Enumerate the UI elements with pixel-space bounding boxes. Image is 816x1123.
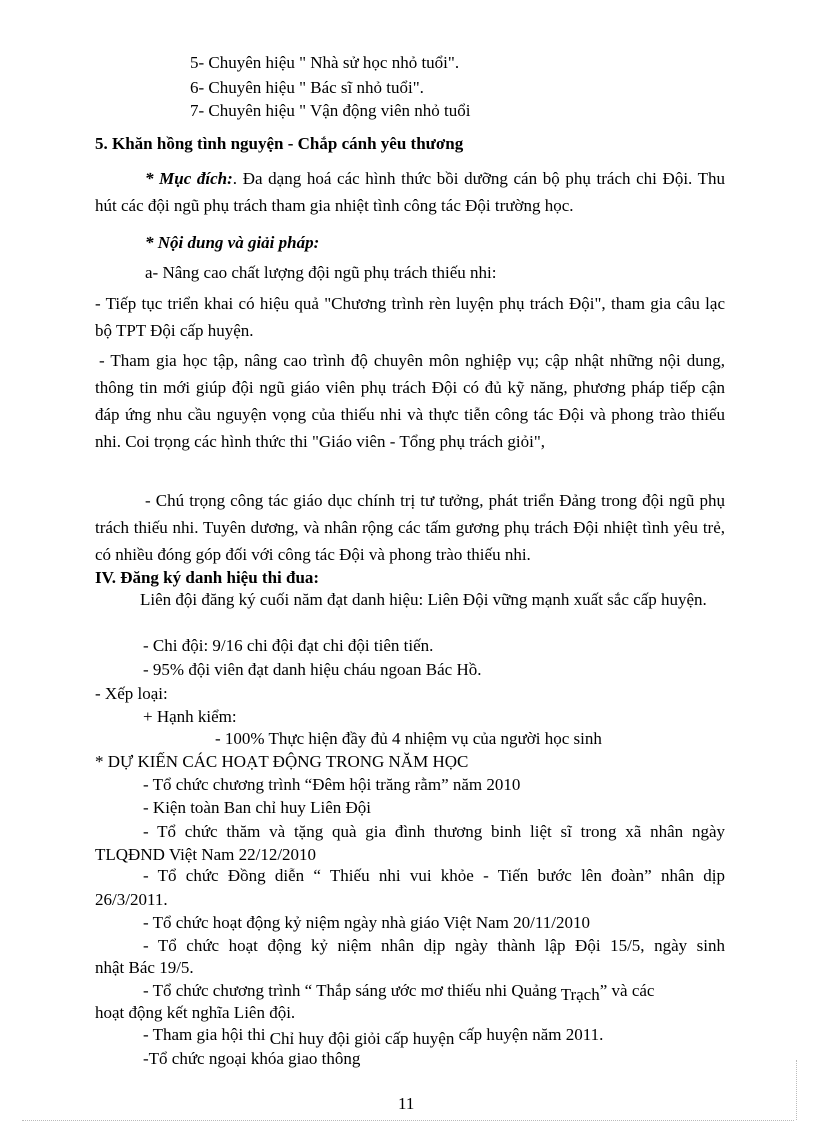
page-edge-rule <box>796 1060 798 1120</box>
activity-2: - Kiện toàn Ban chỉ huy Liên Đội <box>143 798 372 817</box>
xep-loai-line: - Xếp loại: <box>95 684 168 703</box>
list-item-6: 6- Chuyên hiệu " Bác sĩ nhỏ tuổi". <box>190 78 424 97</box>
activity-3-line-2: TLQĐND Việt Nam 22/12/2010 <box>95 845 317 864</box>
activities-heading: * DỰ KIẾN CÁC HOẠT ĐỘNG TRONG NĂM HỌC <box>95 752 469 771</box>
activity-6-line-2: nhật Bác 19/5. <box>95 958 194 977</box>
doi-vien-line: - 95% đội viên đạt danh hiệu cháu ngoan Bác Hồ. <box>143 660 482 679</box>
activity-8-part-c: cấp huyện năm 2011. <box>458 1025 604 1044</box>
paragraph-2: - Tham gia học tập, nâng cao trình độ chuyên môn nghiệp vụ; cập nhật những nội dung, thông tin mới giúp đội ngũ giáo viên phụ trách Đội có đủ kỹ năng, phương pháp tiếp cận đáp ứng nhu cầu nguyện vọng của thiếu nhi và thực tiễn công tác Đội và phong trào thiếu nhi. Coi trọng các hình thức thi "Giáo viên - Tổng phụ trách giỏi", <box>95 351 725 451</box>
activity-6-line-1: - Tổ chức hoạt động kỷ niệm nhân dịp ngày thành lập Đội 15/5, ngày sinh <box>143 936 725 955</box>
activity-7-line-1 <box>143 981 655 1004</box>
activity-7-part-c: ” và các <box>599 981 655 1000</box>
section-iv-intro: Liên đội đăng ký cuối năm đạt danh hiệu: Liên Đội vững mạnh xuất sắc cấp huyện. <box>140 590 707 609</box>
purpose-label: * Mục đích: <box>145 169 233 188</box>
activity-4-line-1: - Tổ chức Đồng diễn “ Thiếu nhi vui khỏe - Tiến bước lên đoàn” nhân dịp <box>143 866 725 885</box>
list-item-7: 7- Chuyên hiệu " Vận động viên nhỏ tuổi <box>190 101 471 120</box>
activity-8 <box>143 1025 604 1048</box>
paragraph-1: - Tiếp tục triển khai có hiệu quả "Chương trình rèn luyện phụ trách Đội", tham gia câu lạc bộ TPT Đội cấp huyện. <box>95 294 725 340</box>
activity-4-line-2: 26/3/2011. <box>95 890 168 909</box>
list-item-5: 5- Chuyên hiệu " Nhà sử học nhỏ tuổi". <box>190 53 460 72</box>
purpose-paragraph <box>95 165 725 219</box>
section-heading: 5. Khăn hồng tình nguyện - Chắp cánh yêu thương <box>95 134 464 153</box>
activity-7-line-2: hoạt động kết nghĩa Liên đội. <box>95 1003 296 1022</box>
page-number: 11 <box>398 1094 415 1113</box>
activity-9: -Tổ chức ngoại khóa giao thông <box>143 1049 361 1068</box>
activity-8-part-b: Chỉ huy đội giỏi cấp huyện <box>269 1029 455 1048</box>
activity-7-part-b: Trạch <box>560 985 600 1004</box>
chi-doi-line: - Chi đội: 9/16 chi đội đạt chi đội tiên tiến. <box>143 636 434 655</box>
purpose-text: . Đa dạng hoá các hình thức bồi dưỡng cán bộ phụ trách chi Đội. Thu hút các đội ngũ phụ trách tham gia nhiệt tình công tác Đội trường học. <box>95 169 726 215</box>
activity-3-line-1: - Tổ chức thăm và tặng quà gia đình thương binh liệt sĩ trong xã nhân ngày <box>143 822 725 841</box>
footer-rule <box>22 1120 794 1122</box>
activity-8-part-a: - Tham gia hội thi <box>143 1025 266 1044</box>
section-iv-heading: IV. Đăng ký danh hiệu thi đua: <box>95 568 320 587</box>
hanh-kiem-line: + Hạnh kiểm: <box>143 707 237 726</box>
paragraph-3: - Chú trọng công tác giáo dục chính trị tư tưởng, phát triển Đảng trong đội ngũ phụ trách thiếu nhi. Tuyên dương, và nhân rộng các tấm gương phụ trách Đội nhiệt tình yêu trẻ, có nhiều đóng góp đối với công tác Đội và phong trào thiếu nhi. <box>95 491 725 564</box>
activity-1: - Tổ chức chương trình “Đêm hội trăng rằm” năm 2010 <box>143 775 521 794</box>
activity-5: - Tổ chức hoạt động kỷ niệm ngày nhà giáo Việt Nam 20/11/2010 <box>143 913 590 932</box>
content-label: * Nội dung và giải pháp: <box>145 233 320 252</box>
hanh-kiem-detail: - 100% Thực hiện đầy đủ 4 nhiệm vụ của người học sinh <box>215 729 602 748</box>
item-a: a- Nâng cao chất lượng đội ngũ phụ trách thiếu nhi: <box>145 263 497 282</box>
activity-7-part-a: - Tổ chức chương trình “ Thắp sáng ước mơ thiếu nhi Quảng <box>143 981 557 1000</box>
